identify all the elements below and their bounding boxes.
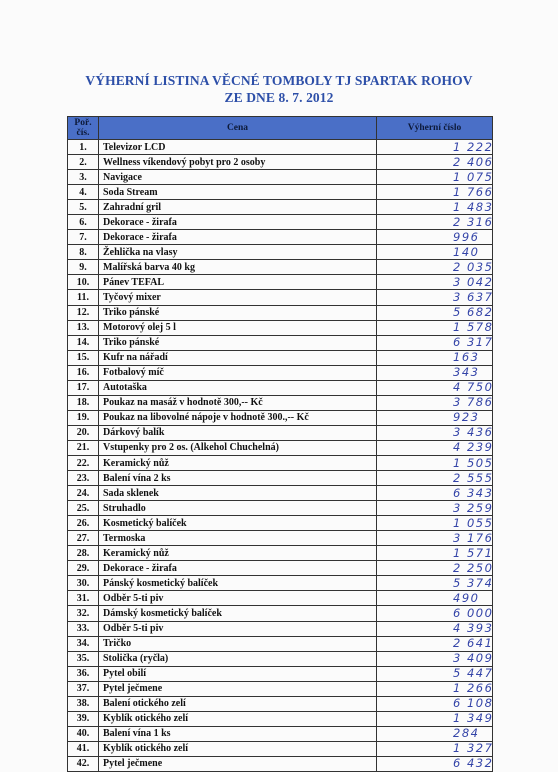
row-winning-number: 1 483 <box>377 200 493 215</box>
row-winning-number: 3 436 <box>377 425 493 440</box>
row-prize: Vstupenky pro 2 os. (Alkehol Chuchelná) <box>99 440 377 455</box>
row-prize: Termoska <box>99 531 377 546</box>
table-row <box>68 576 493 591</box>
row-winning-number: 1 266 <box>377 681 493 696</box>
row-order-number: 3. <box>68 170 99 185</box>
row-winning-number: 3 259 <box>377 501 493 516</box>
header-winning-number: Výherní číslo <box>377 117 493 140</box>
row-order-number: 34. <box>68 636 99 651</box>
row-winning-number: 3 637 <box>377 290 493 305</box>
row-prize: Malířská barva 40 kg <box>99 260 377 275</box>
row-winning-number: 3 786 <box>377 395 493 410</box>
row-prize: Odběr 5-ti piv <box>99 621 377 636</box>
row-winning-number: 2 406 <box>377 155 493 170</box>
table-row <box>68 305 493 320</box>
row-winning-number: 6 343 <box>377 486 493 501</box>
table-row <box>68 185 493 200</box>
row-winning-number: 163 <box>377 350 493 365</box>
row-order-number: 19. <box>68 410 99 425</box>
table-row <box>68 320 493 335</box>
row-winning-number: 3 176 <box>377 531 493 546</box>
row-prize: Wellness víkendový pobyt pro 2 osoby <box>99 155 377 170</box>
row-winning-number: 4 750 <box>377 380 493 395</box>
table-row <box>68 410 493 425</box>
row-order-number: 9. <box>68 260 99 275</box>
row-prize: Kufr na nářadí <box>99 350 377 365</box>
row-order-number: 23. <box>68 471 99 486</box>
row-order-number: 13. <box>68 320 99 335</box>
row-order-number: 42. <box>68 756 99 771</box>
table-row <box>68 591 493 606</box>
row-winning-number: 6 000 <box>377 606 493 621</box>
row-order-number: 33. <box>68 621 99 636</box>
row-prize: Fotbalový míč <box>99 365 377 380</box>
row-order-number: 5. <box>68 200 99 215</box>
row-winning-number: 4 239 <box>377 440 493 455</box>
row-order-number: 21. <box>68 440 99 455</box>
row-prize: Poukaz na masáž v hodnotě 300,-- Kč <box>99 395 377 410</box>
table-row <box>68 486 493 501</box>
row-prize: Odběr 5-ti piv <box>99 591 377 606</box>
row-prize: Struhadlo <box>99 501 377 516</box>
table-row <box>68 290 493 305</box>
row-order-number: 38. <box>68 696 99 711</box>
row-order-number: 28. <box>68 546 99 561</box>
row-order-number: 12. <box>68 305 99 320</box>
row-winning-number: 923 <box>377 410 493 425</box>
row-winning-number: 343 <box>377 365 493 380</box>
row-prize: Pytel ječmene <box>99 756 377 771</box>
row-order-number: 40. <box>68 726 99 741</box>
table-row <box>68 726 493 741</box>
row-winning-number: 5 682 <box>377 305 493 320</box>
row-order-number: 39. <box>68 711 99 726</box>
row-prize: Pytel ječmene <box>99 681 377 696</box>
row-prize: Soda Stream <box>99 185 377 200</box>
table-row <box>68 561 493 576</box>
table-row <box>68 455 493 470</box>
table-row <box>68 501 493 516</box>
row-order-number: 36. <box>68 666 99 681</box>
table-row <box>68 350 493 365</box>
table-row <box>68 395 493 410</box>
row-order-number: 6. <box>68 215 99 230</box>
row-order-number: 24. <box>68 486 99 501</box>
table-row <box>68 741 493 756</box>
row-order-number: 37. <box>68 681 99 696</box>
row-prize: Tričko <box>99 636 377 651</box>
row-winning-number: 3 409 <box>377 651 493 666</box>
row-winning-number: 6 432 <box>377 756 493 771</box>
row-winning-number: 6 317 <box>377 335 493 350</box>
row-winning-number: 490 <box>377 591 493 606</box>
row-winning-number: 284 <box>377 726 493 741</box>
row-order-number: 11. <box>68 290 99 305</box>
table-row <box>68 230 493 245</box>
row-winning-number: 5 447 <box>377 666 493 681</box>
row-prize: Motorový olej 5 l <box>99 320 377 335</box>
table-row <box>68 425 493 440</box>
table-row <box>68 260 493 275</box>
table-row <box>68 696 493 711</box>
row-winning-number: 1 766 <box>377 185 493 200</box>
row-prize: Kyblík otického zelí <box>99 711 377 726</box>
row-winning-number: 3 042 <box>377 275 493 290</box>
row-winning-number: 2 555 <box>377 471 493 486</box>
row-winning-number: 2 641 <box>377 636 493 651</box>
row-prize: Balení vína 1 ks <box>99 726 377 741</box>
row-prize: Balení vína 2 ks <box>99 471 377 486</box>
table-row <box>68 531 493 546</box>
row-order-number: 30. <box>68 576 99 591</box>
table-row <box>68 651 493 666</box>
row-prize: Keramický nůž <box>99 546 377 561</box>
table-row <box>68 546 493 561</box>
row-prize: Dekorace - žirafa <box>99 230 377 245</box>
table-row <box>68 200 493 215</box>
row-prize: Dárkový balík <box>99 425 377 440</box>
row-winning-number: 5 374 <box>377 576 493 591</box>
row-prize: Žehlička na vlasy <box>99 245 377 260</box>
row-winning-number: 1 571 <box>377 546 493 561</box>
row-order-number: 10. <box>68 275 99 290</box>
header-order-number: Poř. čís. <box>68 117 99 140</box>
row-winning-number: 1 055 <box>377 516 493 531</box>
row-order-number: 14. <box>68 335 99 350</box>
row-order-number: 15. <box>68 350 99 365</box>
table-row <box>68 215 493 230</box>
row-order-number: 27. <box>68 531 99 546</box>
row-winning-number: 1 222 <box>377 140 493 155</box>
document-date: ZE DNE 8. 7. 2012 <box>224 90 334 105</box>
table-row <box>68 275 493 290</box>
row-prize: Televizor LCD <box>99 140 377 155</box>
row-prize: Keramický nůž <box>99 455 377 470</box>
row-prize: Autotaška <box>99 380 377 395</box>
row-winning-number: 6 108 <box>377 696 493 711</box>
row-order-number: 2. <box>68 155 99 170</box>
row-prize: Kyblík otického zelí <box>99 741 377 756</box>
row-order-number: 18. <box>68 395 99 410</box>
row-winning-number: 1 349 <box>377 711 493 726</box>
header-prize: Cena <box>99 117 377 140</box>
row-prize: Balení otického zelí <box>99 696 377 711</box>
row-winning-number: 1 327 <box>377 741 493 756</box>
row-prize: Navigace <box>99 170 377 185</box>
row-order-number: 4. <box>68 185 99 200</box>
table-row <box>68 440 493 455</box>
table-row <box>68 380 493 395</box>
row-winning-number: 2 316 <box>377 215 493 230</box>
table-row <box>68 666 493 681</box>
row-order-number: 26. <box>68 516 99 531</box>
row-order-number: 32. <box>68 606 99 621</box>
row-order-number: 29. <box>68 561 99 576</box>
row-prize: Tyčový mixer <box>99 290 377 305</box>
table-row <box>68 681 493 696</box>
row-order-number: 41. <box>68 741 99 756</box>
table-row <box>68 636 493 651</box>
row-prize: Poukaz na libovolné nápoje v hodnotě 300.,-- Kč <box>99 410 377 425</box>
row-prize: Kosmetický balíček <box>99 516 377 531</box>
row-prize: Dekorace - žirafa <box>99 215 377 230</box>
row-winning-number: 2 250 <box>377 561 493 576</box>
table-row <box>68 606 493 621</box>
row-winning-number: 1 075 <box>377 170 493 185</box>
row-prize: Pytel obilí <box>99 666 377 681</box>
row-winning-number: 1 578 <box>377 320 493 335</box>
row-prize: Pánský kosmetický balíček <box>99 576 377 591</box>
row-winning-number: 2 035 <box>377 260 493 275</box>
row-prize: Sada sklenek <box>99 486 377 501</box>
row-prize: Dekorace - žirafa <box>99 561 377 576</box>
row-prize: Triko pánské <box>99 305 377 320</box>
table-row <box>68 471 493 486</box>
row-prize: Dámský kosmetický balíček <box>99 606 377 621</box>
row-order-number: 20. <box>68 425 99 440</box>
table-row <box>68 756 493 771</box>
row-order-number: 17. <box>68 380 99 395</box>
row-winning-number: 4 393 <box>377 621 493 636</box>
row-prize: Triko pánské <box>99 335 377 350</box>
table-row <box>68 711 493 726</box>
table-row <box>68 335 493 350</box>
table-row <box>68 140 493 155</box>
row-order-number: 35. <box>68 651 99 666</box>
row-order-number: 1. <box>68 140 99 155</box>
row-winning-number: 1 505 <box>377 455 493 470</box>
row-order-number: 22. <box>68 455 99 470</box>
row-prize: Stolička (ryčla) <box>99 651 377 666</box>
row-order-number: 8. <box>68 245 99 260</box>
table-row <box>68 170 493 185</box>
row-order-number: 16. <box>68 365 99 380</box>
table-row <box>68 516 493 531</box>
table-header-row <box>68 117 493 140</box>
row-prize: Zahradní gril <box>99 200 377 215</box>
row-order-number: 25. <box>68 501 99 516</box>
table-row <box>68 365 493 380</box>
row-winning-number: 140 <box>377 245 493 260</box>
row-prize: Pánev TEFAL <box>99 275 377 290</box>
table-row <box>68 155 493 170</box>
winners-table <box>67 116 493 772</box>
document-title: VÝHERNÍ LISTINA VĚCNÉ TOMBOLY TJ SPARTAK ROHOV <box>85 73 473 88</box>
row-order-number: 31. <box>68 591 99 606</box>
row-winning-number: 996 <box>377 230 493 245</box>
table-row <box>68 245 493 260</box>
table-row <box>68 621 493 636</box>
row-order-number: 7. <box>68 230 99 245</box>
